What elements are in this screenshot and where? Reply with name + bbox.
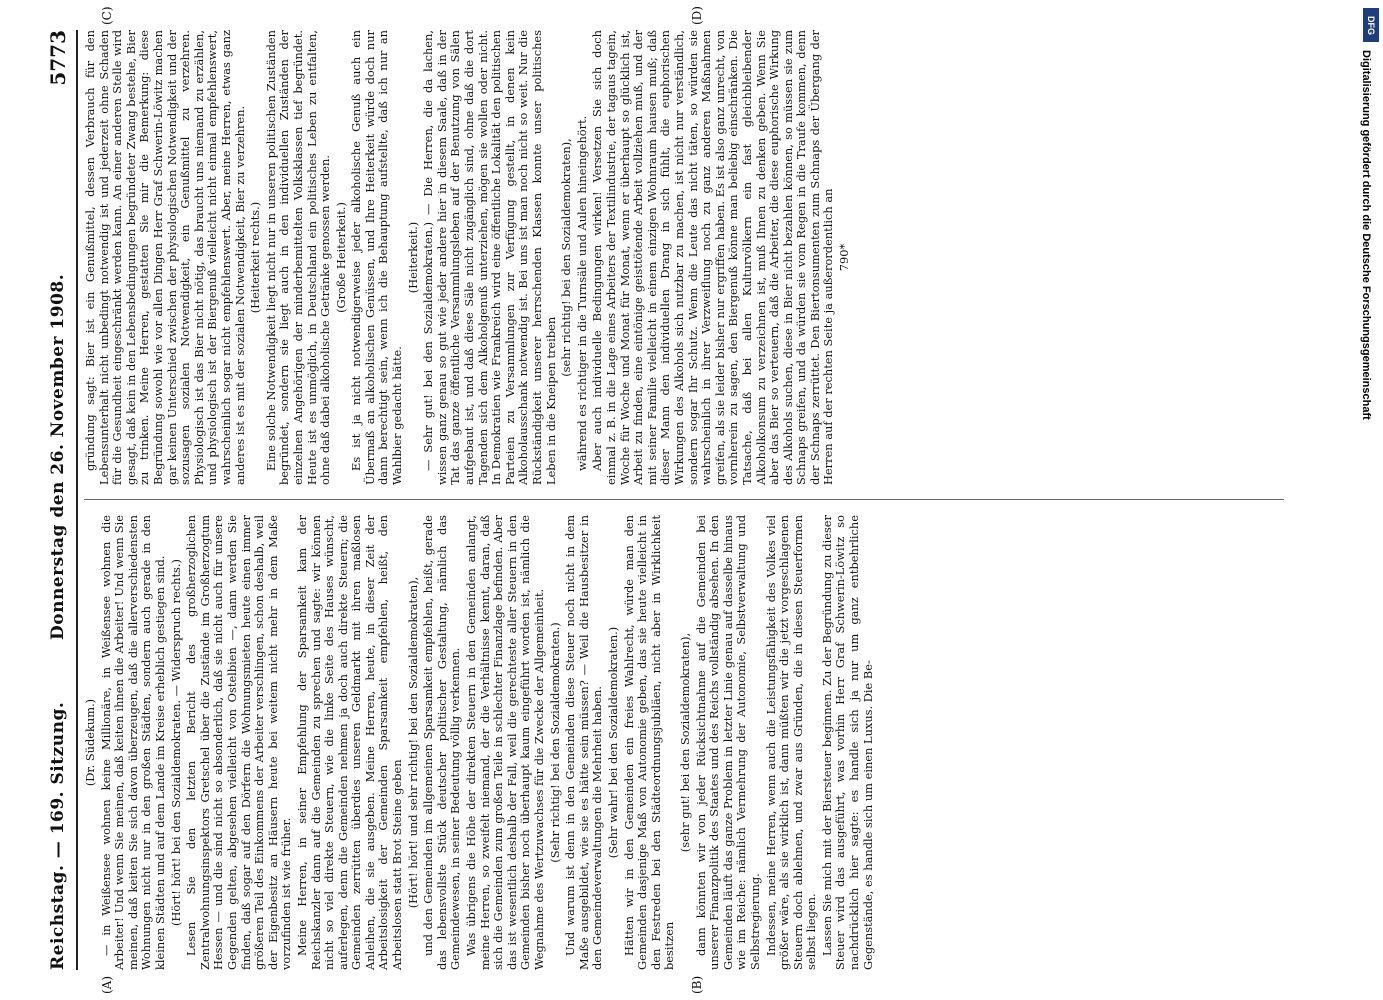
page-header [42, 30, 72, 970]
margin-mark-a: (A) [100, 975, 114, 994]
speaker-label: (Dr. Südekum.) [83, 698, 97, 787]
margin-mark-c: (C) [100, 6, 114, 25]
interjection: (sehr richtig! bei den Sozialdemokraten), [559, 138, 574, 377]
paragraph: Aber auch individuelle Bedingungen wirken! Versetzen Sie sich doch einmal z. B. in die Lage eines Arbeiters der Textilindustrie, der tagaus tagein, Woche für Woche und Monat für Monat, wenn er überhaupt so glücklich ist, Arbeit zu finden, eine eintönige geisttötende Arbeit vollziehen muß, und der mit seiner Familie vielleicht in einem einzigen Wohnraum hausen muß; daß dieser Mann den individuellen Drang in sich fühlt, die euphorischen Wirkungen des Alkohols sich nutzbar zu machen, ist nicht nur verständlich, sondern sogar Ihr Schutz. Wenn die Leute das nicht täten, so würden sie wahrscheinlich in ihrer Verzweiflung noch zu ganz anderen Maßnahmen greifen, als sie leider bisher nur ergriffen haben. Es ist also ganz unrecht, von vornherein zu sagen, den Biergenuß könne man beliebig einschränken. Die Tatsache, daß bei allen Kulturvölkern ein fast gleichbleibender Alkoholkonsum zu verzeichnen ist, muß Ihnen zu denken geben. Wenn Sie aber das Bier so verteuern, daß die Arbeiter, die diese euphorische Wirkung des Alkohols suchen, diese in Bier nicht bezahlen können, so müssen sie zum Schnaps greifen, und da würden sie vom Regen in die Traufe kommen, denn der Schnaps zerrüttet. Den Biertonsumenten zum Schnaps der Übergang der Herren auf der rechten Seite ja außerordentlich an [590, 30, 836, 485]
paragraph: Es ist ja nicht notwendigerweise jeder alkoholische Genuß auch ein Übermaß an alkoholischen Genüssen, und Ihre Heiterkeit würde doch nur dann berechtigt sein, wenn ich die Behauptung aufstellte, daß ich nur an Wahlbier gedacht hätte. [349, 30, 405, 485]
margin-mark-b: (B) [690, 975, 704, 994]
paragraph: während es richtiger in die Turnsäle und Aulen hineingehört. [574, 115, 589, 471]
paragraph: Was übrigens die Höhe der direkten Steuern in den Gemeinden anlangt, meine Herren, so zweifelt niemand, der die Verhältnisse kennt, daran, daß sich die Gemeinden zum großen Teile in schlechter Finanzlage befinden. Aber das ist wesentlich deshalb der Fall, weil die gerechteste aller Steuern in den Gemeinden bisher noch überhaupt kaum eingeführt worden ist, nämlich die Wegnahme des Wertzuwachses für die Zwecke der Allgemeinheit. [464, 515, 546, 970]
column-left [84, 515, 877, 970]
interjection: (Heiterkeit.) [405, 221, 420, 294]
interjection: (Sehr richtig! bei den Sozialdemokraten.) [547, 622, 562, 863]
paragraph: — Sehr gut! bei den Sozialdemokraten.) — Die Herren, die da lachen, wissen ganz genau so gut wie jeder andere hier in diesem Saale, daß in der Tat das ganze öffentliche Versammlungsleben auf der Benutzung von Sälen aufgebaut ist, und daß diese Säle nicht zugänglich sind, ohne daß die dort Tagenden sich dem Alkoholgenuß unterziehen, mögen sie wollen oder nicht. In Demokratien wie Frankreich wird eine öffentliche Lokalität den politischen Parteien zu Versammlungen zur Verfügung gestellt, in denen kein Alkoholausschank notwendig ist. Bei uns ist man noch nicht so weit. Nur die Rückständigkeit unserer herrschenden Klassen konnte unser politisches Leben in die Kneipen treiben [421, 30, 558, 485]
paragraph: Lesen Sie den letzten Bericht des großherzoglichen Zentralwohnungsinspektors Gretschel über die Zustände im Großherzogtum Hessen — und die sind nicht so absonderlich, daß sie nicht auch für unsere Gegenden gelten, abgesehen vielleicht von Ostelbien —, dann werden Sie finden, daß sogar auf den Dörfern die Wohnungsmieten heute einen immer größeren Teil des Einkommens der Arbeiter verschlingen, schon deshalb, weil der Eigenbesitz an Häusern heute bei weitem nicht mehr in dem Maße vorzufinden ist wie früher. [184, 515, 294, 970]
column-right [84, 30, 854, 485]
dfg-watermark: Digitalisierung gefördert durch die Deutsche Forschungsgemeinschaft [1360, 50, 1372, 420]
paragraph: Eine solche Notwendigkeit liegt nicht nur in unseren politischen Zuständen begründet, sondern sie liegt auch in den individuellen Zuständen der einzelnen Angehörigen der minderbemittelten Volksklassen tief begründet. Heute ist es unmöglich, in Deutschland ein politisches Leben zu entfalten, ohne daß dabei alkoholische Getränke genossen werden. [263, 30, 333, 485]
interjection: (Sehr wahr! bei den Sozialdemokraten.) [605, 626, 620, 859]
header-left: Reichstag. — 169. Sitzung. [48, 701, 68, 970]
column-divider [84, 499, 1284, 500]
margin-mark-d: (D) [690, 6, 704, 25]
interjection: (Hört! hört! bei den Sozialdemokraten. — Widerspruch rechts.) [168, 559, 183, 926]
page-number: 5773 [46, 30, 70, 86]
paragraph: gründung sagt: Bier ist ein Genußmittel, dessen Verbrauch für den Lebensunterhalt nicht unbedingt notwendig ist und jederzeit ohne Schaden für die Gesundheit eingeschränkt werden kann. An einer anderen Stelle wird gesagt, daß kein in den Lebensbedingungen begründeter Zwang bestehe, Bier zu trinken. Meine Herren, gestatten Sie mir die Bemerkung: diese Begründung sowohl wie vor allen Dingen Herr Graf Schwerin-Löwitz machen gar keinen Unterschied zwischen der physiologischen Notwendigkeit und der sozusagen sozialen Notwendigkeit, ein Genußmittel zu verzehren. Physiologisch ist das Bier nicht nötig, das braucht uns niemand zu erzählen, und physiologisch ist der Biergenuß vielleicht nicht einmal empfehlenswert, wahrscheinlich sogar nicht empfehlenswert. Aber, meine Herren, etwas ganz anderes ist es mit der sozialen Notwendigkeit, Bier zu verzehren. [83, 30, 247, 485]
header-rule [76, 30, 78, 970]
paragraph: Hätten wir in den Gemeinden ein freies Wahlrecht, würde man den Gemeinden dasjenige Maß von Autonomie geben, das sie heute vielleicht in den Festreden bei den Städteordnungsjubiläen, nicht aber in Wirklichkeit besitzen [621, 515, 677, 970]
footer-number: 790* [837, 243, 852, 272]
paragraph: dann könnten wir von jeder Rücksichtnahme auf die Gemeinden bei unserer Finanzpolitik des Staates und des Reichs vollständig absehen. In den Gemeinden läuft das ganze Problem in letzter Linie genau auf dasselbe hinaus wie im Reiche: nämlich Vermehrung der Autonomie, Selbstverwaltung und Selbstregierung. [693, 515, 762, 970]
dfg-logo: DFG [1363, 8, 1379, 42]
paragraph: — in Weißensee wohnen keine Millionäre, in Weißensee wohnen die Arbeiter! Und wenn Sie meinen, daß keiten ihnen die Arbeiter! Und wenn Sie meinen, daß keiten Sie sich davon überzeugen, daß die allerverschiedensten Wohnungen nicht nur in den großen Städten, sondern auch gerade in den kleinen Städten und auf dem Lande im Kreise erheblich gestiegen sind. [98, 515, 167, 970]
interjection: (Große Heiterkeit.) [333, 202, 348, 313]
paragraph: und den Gemeinden im allgemeinen Sparsamkeit empfehlen, heißt, gerade das lebensvollste Stück deutscher politischer Gestaltung, nämlich das Gemeindewesen, in seiner Bedeutung völlig verkennen. [421, 515, 463, 970]
interjection: (sehr gut! bei den Sozialdemokraten), [677, 632, 692, 853]
interjection: (Hört! hört! und sehr richtig! bei den Sozialdemokraten), [405, 576, 420, 909]
paragraph: Und warum ist denn in den Gemeinden diese Steuer noch nicht in dem Maße ausgebildet, wie sie es hätte sein müssen? — Weil die Hausbesitzer in den Gemeindeverwaltungen die Mehrheit haben. [563, 515, 605, 970]
header-date: Donnerstag den 26. November 1908. [48, 273, 68, 640]
interjection: (Heiterkeit rechts.) [248, 201, 263, 314]
paragraph: Meine Herren, in seiner Empfehlung der Sparsamkeit kam der Reichskanzler dann auf die Gemeinden zu sprechen und sagte: wir können nicht so viel direkte Steuern, wie die linke Seite des Hauses wünscht, auferlegen, denn die Gemeinden nehmen ja doch auch direkte Steuern; die Gemeinden zerrütten überdies unseren Geldmarkt mit ihren maßlosen Anleihen, die sie ausgeben. Meine Herren, heute, in dieser Zeit der Arbeitslosigkeit der Gemeinden Sparsamkeit empfehlen, heißt, den Arbeitslosen statt Brot Steine geben [294, 515, 405, 970]
paragraph: Indessen, meine Herren, wenn auch die Leistungsfähigkeit des Volkes viel größer wäre, als sie wirklich ist, dann müßten wir die jetzt vorgeschlagenen Steuern doch ablehnen, und zwar aus Gründen, die in diesen Steuerformen selbst liegen. [763, 515, 819, 970]
paragraph: Lassen Sie mich mit der Biersteuer beginnen. Zu der Begründung zu dieser Steuer wird das ausgeführt, was vorhin Herr Graf Schwerin-Löwitz so nachdrücklich hier sagte: es handle sich ja nur um ganz entbehrliche Gegenstände, es handle sich um einen Luxus. Die Be- [819, 515, 875, 970]
